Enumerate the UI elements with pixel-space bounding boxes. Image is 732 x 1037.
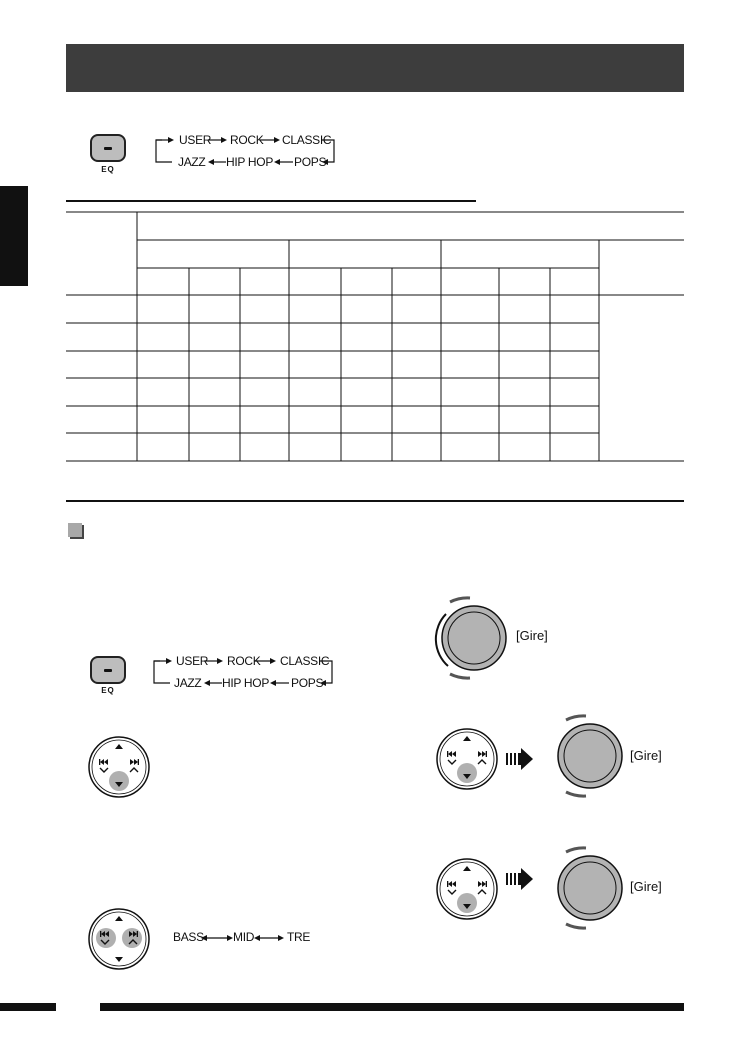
turn-label-3: [Gire] [630,879,662,894]
section-marker [68,523,82,537]
eq-button-step[interactable] [90,656,126,684]
eq-mode-jazz-step: JAZZ [174,676,202,690]
eq-mode-user: USER [179,133,212,147]
eq-mode-pops: POPS [294,155,327,169]
volume-dial-3[interactable] [548,846,632,930]
control-pad-down[interactable] [86,734,152,800]
eq-mode-classic: CLASSIC [282,133,332,147]
eq-mode-hip-hop-step: HIP HOP [222,676,270,690]
eq-mode-jazz: JAZZ [178,155,206,169]
sound-bass: BASS [173,930,204,944]
eq-mode-rock-step: ROCK [227,654,261,668]
control-pad-down-right[interactable] [434,726,500,792]
footer-bar-right [100,1003,684,1011]
volume-dial-2[interactable] [548,714,632,798]
next-step-arrow-icon [506,746,534,772]
eq-mode-classic-step: CLASSIC [280,654,330,668]
volume-dial[interactable] [432,596,516,680]
eq-button-label: EQ [101,165,115,174]
eq-mode-hip-hop: HIP HOP [226,155,274,169]
footer-bar-left [0,1003,56,1011]
next-step-arrow-icon-2 [506,866,534,892]
section-divider [66,500,684,502]
turn-label-2: [Gire] [630,748,662,763]
control-pad-left-right[interactable] [86,906,152,972]
control-pad-down-right-2[interactable] [434,856,500,922]
eq-button-step-label: EQ [101,686,115,695]
sound-mid: MID [233,930,255,944]
turn-label-1: [Gire] [516,628,548,643]
eq-settings-table [0,0,732,470]
eq-mode-rock: ROCK [230,133,264,147]
eq-mode-pops-step: POPS [291,676,324,690]
sound-tre: TRE [287,930,311,944]
eq-mode-user-step: USER [176,654,209,668]
